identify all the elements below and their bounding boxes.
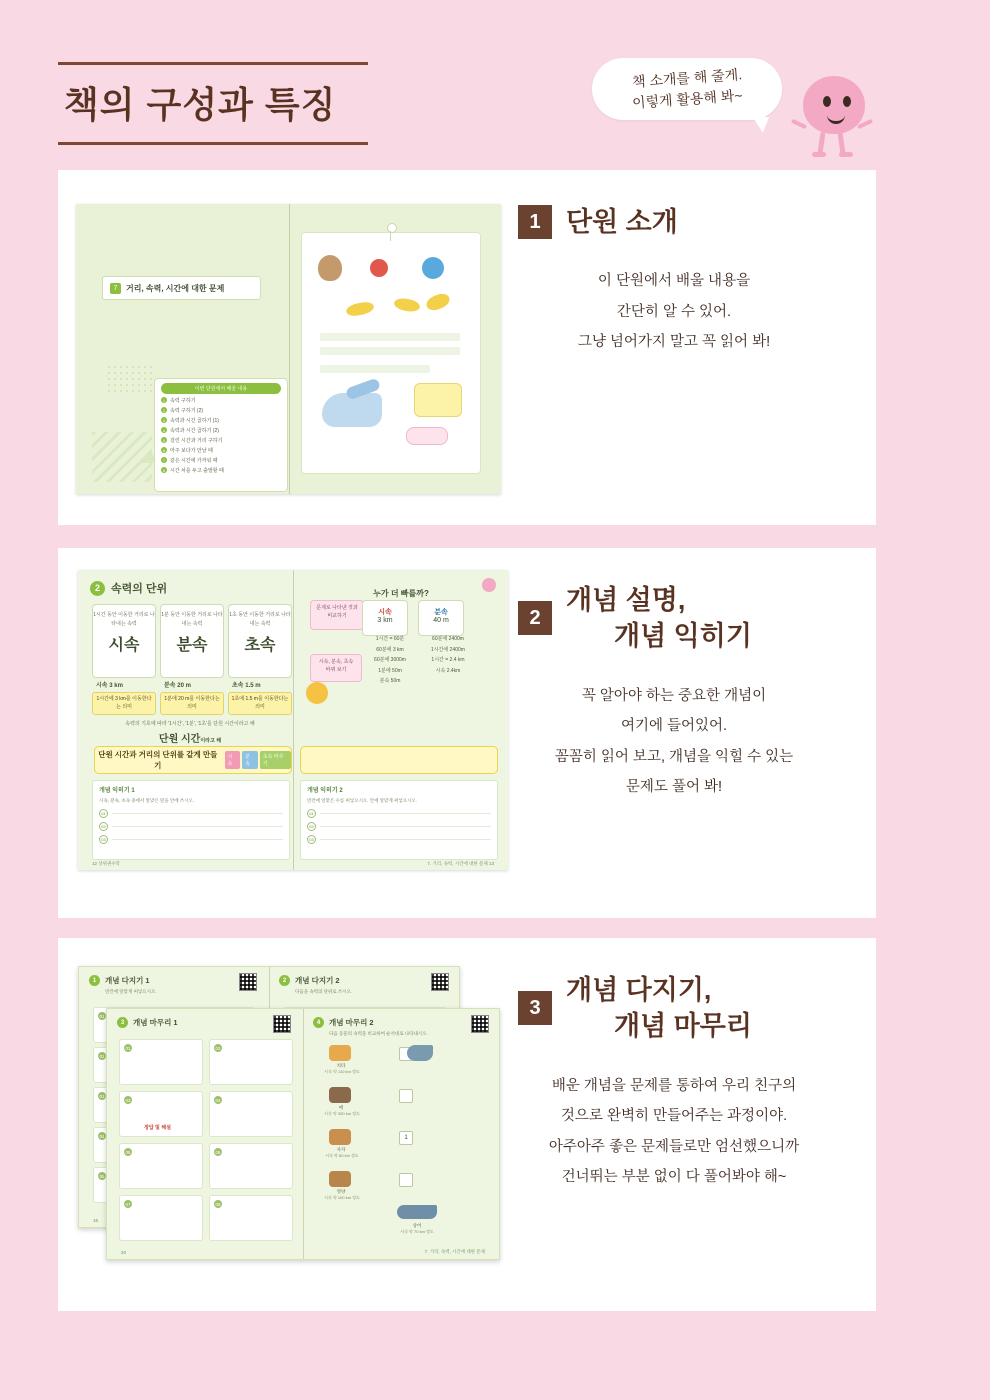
- row-rule: [112, 839, 283, 840]
- animal-note: 시속 약 100 km 정도: [324, 1195, 360, 1200]
- question-card: [119, 1039, 203, 1085]
- practice-sub: 빈칸에 알맞은 수를 써넣으시오. 안에 알맞게 써넣으시오.: [307, 798, 417, 803]
- speed-card-minute: [160, 604, 224, 678]
- worksheet-front: [106, 1008, 500, 1260]
- practice-row: [93, 833, 289, 846]
- footer-text: 7. 거리, 속력, 시간에 대한 문제: [427, 861, 488, 866]
- row-number: 02: [99, 822, 108, 831]
- mascot-leg-left: [817, 132, 825, 154]
- lesson-number: 2: [90, 581, 105, 596]
- question-number: 02: [215, 1045, 221, 1051]
- compare-value: 3 km: [377, 617, 393, 624]
- practice-row: [93, 820, 289, 833]
- page-footer-right: [427, 861, 494, 867]
- bullet-icon: 1: [162, 397, 166, 403]
- bullet-icon: 5: [162, 437, 166, 443]
- row-rule: [320, 813, 491, 814]
- banana-icon: [393, 297, 421, 313]
- answer-box[interactable]: [399, 1173, 413, 1187]
- animal-note: 시속 약 110 km 정도: [324, 1069, 360, 1074]
- book-spread-2: [58, 548, 518, 918]
- answer-box[interactable]: [399, 1089, 413, 1103]
- worksheet-number: 3: [117, 1017, 128, 1028]
- animal-cheetah-icon: [329, 1045, 351, 1061]
- compare-steps-right: [420, 634, 476, 676]
- mascot-foot-left: [812, 152, 826, 157]
- practice-row: [301, 807, 497, 820]
- tag-chip: 초속 바꾸기: [260, 751, 291, 769]
- worksheet-sub: 다음을 속력의 단위로 쓰시오.: [295, 989, 353, 994]
- question-number: 06: [215, 1149, 221, 1155]
- unit-example-label: 분속 20 m: [164, 683, 191, 689]
- practice-panel-right: [300, 780, 498, 860]
- unit-example-label: 시속 3 km: [96, 683, 123, 689]
- bubble-line-1: 책 소개를 해 줄게.: [631, 66, 743, 90]
- animal-name: 사자: [336, 1147, 346, 1152]
- page-number: 13: [488, 861, 494, 866]
- list-item: 2 속력 구하기 (2): [162, 407, 204, 414]
- dot-pattern-decor: [106, 364, 156, 394]
- answer-value: 1: [404, 1135, 408, 1141]
- worksheet-heading-2: [279, 975, 340, 986]
- step-line: 시속 2.4km: [435, 667, 461, 674]
- step-line: 1시간 = 60분: [375, 636, 405, 642]
- question-number: 07: [125, 1201, 131, 1207]
- poster-hanger-icon: [387, 223, 397, 233]
- compare-note-right: 시속, 분속, 초속 바꿔 보기: [310, 654, 362, 682]
- speed-card-label: 분속: [176, 637, 208, 654]
- answer-label: 정답 및 해설: [144, 1125, 171, 1131]
- row-number: 03: [307, 835, 316, 844]
- book-gutter: [293, 570, 294, 870]
- compare-card-hour: [362, 600, 408, 636]
- worksheet-heading-4: [313, 1017, 374, 1028]
- step-line: 1분에 50m: [378, 667, 402, 674]
- text-line-decor: [320, 365, 430, 373]
- bullet-icon: 2: [162, 407, 166, 413]
- question-card: [209, 1143, 293, 1189]
- title-rule-top: [58, 62, 368, 65]
- speech-bubble: [592, 58, 782, 120]
- question-card: [119, 1091, 203, 1137]
- list-item: 7 같은 시간에 가까워 때: [162, 457, 218, 464]
- step-line: 60분에 2400m: [432, 636, 464, 642]
- animal-note: 시속 약 390 km 정도: [324, 1111, 360, 1116]
- section-title: 단원 소개: [566, 207, 678, 237]
- highlight-note: 속력의 기호에 따라 '1시간', '1분', '1초'를 단원 시간이라고 해: [125, 721, 255, 727]
- bubble-line-2: 이렇게 활용해 봐~: [631, 87, 743, 111]
- page-title: 책의 구성과 특징: [64, 84, 337, 125]
- list-item: 1 속력 구하기: [162, 397, 196, 404]
- section-description-3: [518, 1071, 866, 1193]
- worksheet-title: 개념 다지기 2: [295, 976, 340, 985]
- monkey-icon: [318, 255, 342, 281]
- footer-text: 상위권수학: [98, 861, 121, 866]
- illustration-poster: [301, 232, 481, 474]
- book-gutter: [303, 1009, 304, 1259]
- banana-icon: [424, 291, 451, 313]
- section-title: [566, 972, 752, 1045]
- worksheet-number: 4: [313, 1017, 324, 1028]
- page-number: 12: [92, 861, 98, 866]
- speed-card-label: 시속: [108, 637, 140, 654]
- row-rule: [320, 826, 491, 827]
- animal-name: 치타: [336, 1063, 346, 1068]
- answer-box[interactable]: [399, 1131, 413, 1145]
- question-number: 04: [99, 1133, 105, 1139]
- practice-header: 개념 익히기 1: [99, 788, 135, 794]
- bullet-icon: 3: [162, 417, 166, 423]
- step-line: 분속 50m: [379, 678, 401, 684]
- mascot-head: [803, 76, 865, 134]
- step-line: 1시간 = 2.4 km: [431, 657, 465, 663]
- description-line: 꼼꼼히 읽어 보고, 개념을 익힐 수 있는: [554, 748, 794, 765]
- highlight-text: 단원 시간과 거리의 단위를 같게 만들기: [98, 749, 218, 770]
- step-line: 60분에 3000m: [374, 657, 406, 663]
- row-rule: [112, 813, 283, 814]
- speed-card-hour: [92, 604, 156, 678]
- list-item: 3 속력과 시간 곱하기 (1): [162, 417, 219, 424]
- question-number: 03: [125, 1097, 131, 1103]
- page-footer-left: [92, 861, 120, 867]
- face-blue-icon: [422, 257, 444, 279]
- animal-note: 시속 약 70 km 정도: [400, 1229, 434, 1234]
- step-line: 1시간에 2400m: [431, 646, 465, 653]
- mascot-foot-right: [839, 152, 853, 157]
- list-item: 6 마주 보다가 만날 때: [162, 447, 213, 454]
- section-title-line2: 개념 익히기: [614, 621, 752, 652]
- practice-sub: 시속, 분속, 초속 중에서 알맞은 말을 안에 쓰시오.: [99, 798, 195, 803]
- section-description-2: [518, 681, 866, 803]
- mascot-yellow-icon: [306, 682, 328, 704]
- row-number: 02: [307, 822, 316, 831]
- compare-card-minute: [418, 600, 464, 636]
- worksheet-heading-1: [89, 975, 150, 986]
- question-number: 01: [125, 1045, 131, 1051]
- question-card: [209, 1091, 293, 1137]
- bullet-icon: 6: [162, 447, 166, 453]
- compare-label: 분속: [434, 609, 448, 616]
- unit-contents-list: [154, 378, 288, 492]
- note-callout: [414, 383, 462, 417]
- practice-row: [301, 820, 497, 833]
- question-number: 08: [215, 1201, 221, 1207]
- book-gutter: [289, 204, 290, 494]
- section-text-3: [518, 938, 876, 1311]
- description-line: 간단히 알 수 있어.: [616, 303, 732, 320]
- section-badge: 2: [518, 601, 552, 635]
- qr-code-icon: [273, 1015, 291, 1033]
- worksheet-title: 개념 마무리 2: [329, 1018, 374, 1027]
- description-line: 그냥 넘어가지 말고 꼭 읽어 봐!: [577, 334, 771, 351]
- unit-contents-items: [161, 397, 281, 474]
- list-item: 5 걸린 시간과 거리 구하기: [162, 437, 223, 444]
- section-heading-2: [518, 582, 866, 655]
- unit-example-note: 1시간에 3 km를 이동한다는 의미: [92, 692, 156, 715]
- practice-panel-left: [92, 780, 290, 860]
- highlight-box-right: [300, 746, 498, 774]
- speed-card-caption: 1초 동안 이동한 거리로 나타내는 속력: [229, 612, 291, 627]
- unit-time-title: 단원 시간이라고 해: [158, 734, 222, 745]
- worksheet-sub: 빈칸에 알맞게 써넣으시오.: [105, 989, 157, 994]
- list-item: 4 속력과 시간 곱하기 (2): [162, 427, 219, 434]
- list-item: 8 시간 차를 두고 출발할 때: [162, 467, 224, 474]
- qr-code-icon: [239, 973, 257, 991]
- compare-title: 누가 더 빠를까?: [373, 589, 429, 598]
- mascot-arm-left: [791, 119, 807, 129]
- unit-example-label: 초속 1.5 m: [232, 683, 261, 689]
- section-badge: 1: [518, 205, 552, 239]
- bullet-icon: 7: [162, 457, 166, 463]
- section-title-line1: 개념 다지기,: [566, 975, 712, 1005]
- animal-shark-icon: [397, 1205, 437, 1219]
- animal-name: 상어: [412, 1223, 422, 1228]
- compare-steps-left: [364, 634, 416, 687]
- question-number: 01: [99, 1013, 105, 1019]
- lesson-heading: [90, 580, 167, 596]
- worksheet-number: 2: [279, 975, 290, 986]
- step-line: 60분에 3 km: [376, 646, 404, 653]
- animal-shark-small-icon: [407, 1045, 433, 1061]
- tag-chip: 분속: [242, 751, 258, 769]
- question-card: [209, 1195, 293, 1241]
- book-pages-1: [76, 204, 501, 494]
- banana-icon: [345, 300, 375, 318]
- section-title-line1: 개념 설명,: [566, 585, 686, 615]
- speed-card-caption: 1시간 동안 이동한 거리로 나타내는 속력: [93, 612, 155, 627]
- description-line: 꼭 알아야 하는 중요한 개념이: [581, 687, 767, 704]
- animal-name: 영양: [336, 1189, 346, 1194]
- bullet-icon: 8: [162, 467, 166, 473]
- page-header: [58, 62, 398, 145]
- worksheet-heading-3: [117, 1017, 178, 1028]
- section-title: [566, 582, 752, 655]
- mascot-icon: [797, 76, 887, 176]
- unit-title: 거리, 속력, 시간에 대한 문제: [126, 283, 225, 293]
- animal-name: 매: [338, 1105, 344, 1110]
- qr-code-icon: [431, 973, 449, 991]
- row-rule: [112, 826, 283, 827]
- page-number: 20: [121, 1250, 127, 1255]
- pink-callout: [406, 427, 448, 445]
- worksheet-sub: 다음 동물의 속력을 비교하여 순서대로 나타내시오.: [329, 1031, 428, 1036]
- question-card: [209, 1039, 293, 1085]
- qr-code-icon: [471, 1015, 489, 1033]
- section-heading-3: [518, 972, 866, 1045]
- row-number: 01: [99, 809, 108, 818]
- page-footer-text: 7. 거리, 속력, 시간에 대한 문제: [424, 1249, 485, 1254]
- description-line: 것으로 완벽히 만들어주는 과정이야.: [560, 1108, 788, 1125]
- book-pages-2: [78, 570, 508, 870]
- unit-title-bar: [102, 276, 261, 300]
- unit-example-note: 1분에 20 m를 이동한다는 의미: [160, 692, 224, 715]
- worksheet-title: 개념 다지기 1: [105, 976, 150, 985]
- compare-label: 시속: [378, 609, 392, 616]
- animal-note: 시속 약 80 km 정도: [325, 1153, 359, 1158]
- mascot-area: [592, 58, 952, 178]
- description-line: 건너뛰는 부분 없이 다 풀어봐야 해~: [561, 1169, 787, 1186]
- section-heading-1: [518, 204, 866, 240]
- title-rule-bottom: [58, 142, 368, 145]
- lesson-title: 속력의 단위: [111, 583, 168, 595]
- question-number: 05: [125, 1149, 131, 1155]
- tag-chip: 시속: [225, 751, 241, 769]
- worksheet-number: 1: [89, 975, 100, 986]
- section-text-1: [518, 170, 876, 525]
- book-spread-1: [58, 170, 518, 525]
- unit-example-note: 1초에 1.5 m를 이동한다는 의미: [228, 692, 292, 715]
- animal-lion-icon: [329, 1129, 351, 1145]
- speed-card-caption: 1분 동안 이동한 거리로 나타내는 속력: [161, 612, 223, 627]
- practice-row: [93, 807, 289, 820]
- section-text-2: [518, 548, 876, 918]
- description-line: 배운 개념을 문제를 통하여 우리 친구의: [551, 1077, 797, 1094]
- section-description-1: [518, 266, 866, 357]
- animal-falcon-icon: [329, 1087, 351, 1103]
- highlight-box: [94, 746, 292, 774]
- description-line: 문제도 풀어 봐!: [625, 779, 723, 796]
- row-rule: [320, 839, 491, 840]
- speed-card-label: 초속: [244, 637, 276, 654]
- mascot-eye-left: [823, 96, 831, 107]
- question-number: 05: [99, 1173, 105, 1179]
- bullet-icon: 4: [162, 427, 166, 433]
- mascot-leg-right: [837, 132, 845, 154]
- book-spread-3: [58, 938, 518, 1311]
- worksheet-title: 개념 마무리 1: [133, 1018, 178, 1027]
- section-card-1: [58, 170, 876, 525]
- unit-contents-header: 이번 단원에서 배울 내용: [161, 383, 281, 394]
- mascot-mouth: [827, 112, 845, 124]
- question-number: 02: [99, 1053, 105, 1059]
- apple-icon: [370, 259, 388, 277]
- animal-antelope-icon: [329, 1171, 351, 1187]
- question-card: [119, 1195, 203, 1241]
- description-line: 이 단원에서 배울 내용을: [597, 273, 751, 290]
- unit-number: 7: [110, 283, 121, 294]
- section-badge: 3: [518, 991, 552, 1025]
- practice-row: [301, 833, 497, 846]
- highlight-tags: [225, 751, 291, 769]
- question-number: 04: [215, 1097, 221, 1103]
- compare-value: 40 m: [433, 617, 449, 624]
- description-line: 아주아주 좋은 문제들로만 엄선했으니까: [548, 1138, 800, 1155]
- row-number: 03: [99, 835, 108, 844]
- question-card: [119, 1143, 203, 1189]
- text-line-decor: [320, 333, 460, 341]
- practice-header: 개념 익히기 2: [307, 788, 343, 794]
- text-line-decor: [320, 347, 460, 355]
- section-title-line2: 개념 마무리: [614, 1011, 752, 1042]
- section-card-3: [58, 938, 876, 1311]
- page-number: 16: [93, 1218, 99, 1223]
- row-number: 01: [307, 809, 316, 818]
- compare-note-left: 문제로 나타낸 것과 비교하기: [310, 600, 364, 630]
- speed-card-second: [228, 604, 292, 678]
- description-line: 여기에 들어있어.: [620, 718, 728, 735]
- section-card-2: [58, 548, 876, 918]
- mascot-eye-right: [843, 96, 851, 107]
- question-number: 03: [99, 1093, 105, 1099]
